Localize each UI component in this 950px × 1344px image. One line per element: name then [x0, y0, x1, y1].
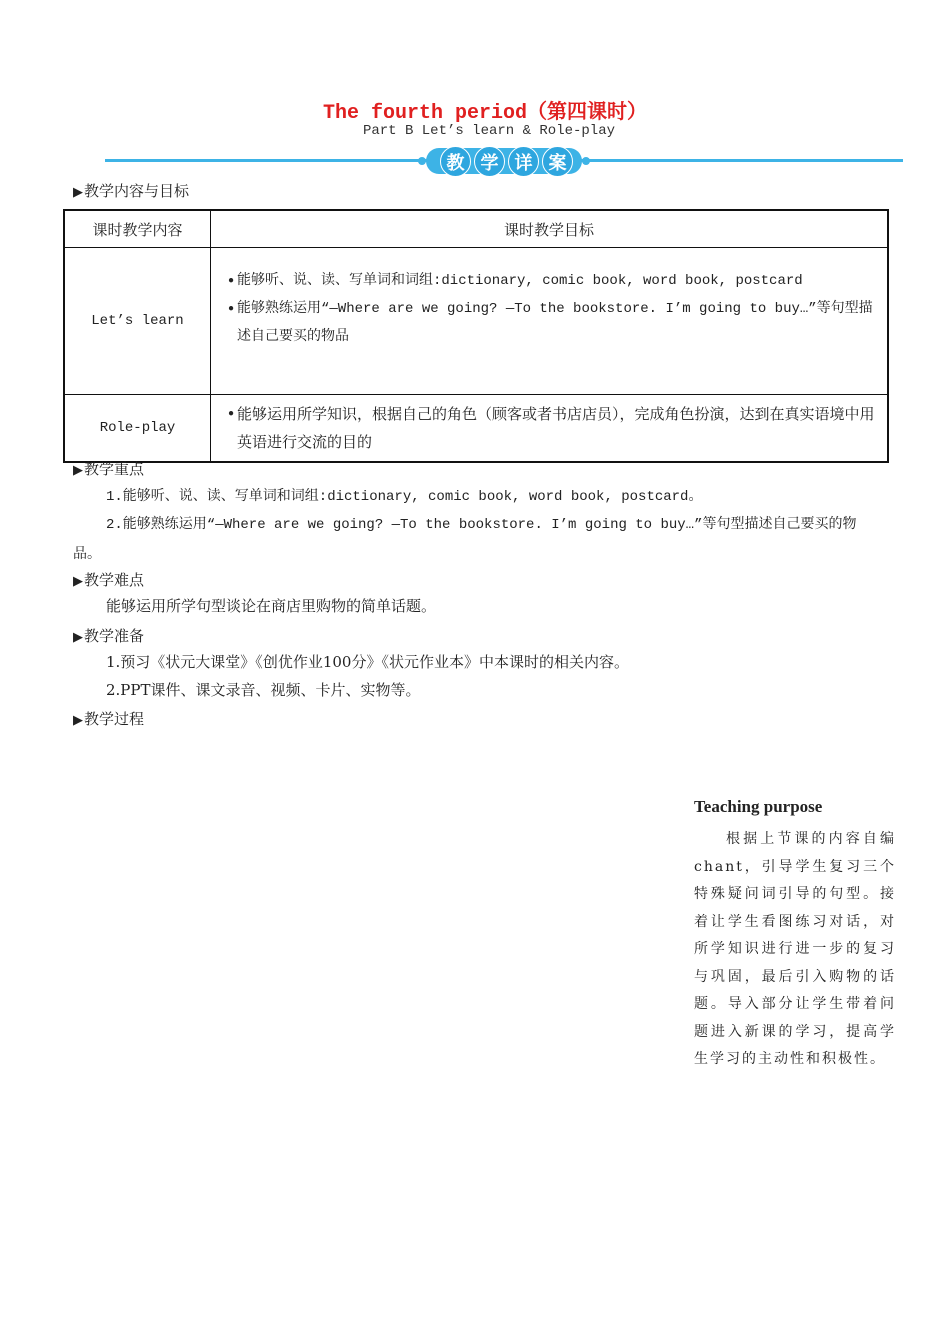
preparation-item-1: 1.预习《状元大课堂》《创优作业100分》《状元作业本》中本课时的相关内容。 [106, 653, 629, 671]
section-heading-key-points: ▶教学重点 [73, 460, 145, 478]
list-item: • 能够熟练运用“—Where are we going? —To the bookstore. I’m going to buy…”等句型描述自己要买的物品 [225, 295, 877, 351]
triangle-bullet-icon: ▶ [73, 463, 83, 478]
table-cell-content: Role-play [64, 395, 211, 463]
table-row [64, 248, 888, 395]
banner-char: 教 [440, 146, 471, 177]
table-cell-content: Let’s learn [64, 248, 211, 395]
preparation-item-2: 2.PPT课件、课文录音、视频、卡片、实物等。 [106, 681, 421, 699]
table-cell-goals [211, 395, 889, 463]
bullet-dot-icon: • [226, 272, 236, 290]
section-heading-content-goals: ▶教学内容与目标 [73, 182, 190, 200]
section-heading-preparation: ▶教学准备 [73, 627, 145, 645]
triangle-bullet-icon: ▶ [73, 185, 83, 200]
banner-dot-left [418, 157, 426, 165]
teaching-purpose-title: Teaching purpose [694, 797, 823, 816]
teaching-purpose-body: 根据上节课的内容自编chant，引导学生复习三个特殊疑问词引导的句型。接着让学生看图练习对话，对所学知识进行进一步的复习与巩固，最后引入购物的话题。导入部分让学生带着问题进入新课的学习，提高学生学习的主动性和积极性。 [694, 831, 896, 1067]
triangle-bullet-icon: ▶ [73, 630, 83, 645]
bullet-dot-icon: • [226, 300, 236, 318]
lesson-plan-banner [418, 146, 590, 176]
banner-char: 学 [474, 146, 505, 177]
list-item: • 能够运用所学知识，根据自己的角色（顾客或者书店店员），完成角色扮演，达到在真实语境中用英语进行交流的目的 [225, 400, 877, 456]
table-header-cell: 课时教学内容 [64, 210, 211, 248]
bullet-dot-icon: • [226, 405, 236, 423]
key-point-1: 1.能够听、说、读、写单词和词组:dictionary, comic book, word book, postcard。 [106, 489, 703, 505]
banner-char: 案 [542, 146, 573, 177]
list-item: • 能够听、说、读、写单词和词组:dictionary, comic book, word book, postcard [225, 267, 877, 295]
page-title: The fourth period（第四课时） [322, 102, 648, 125]
section-heading-difficulties: ▶教学难点 [73, 571, 145, 589]
key-point-2: 2.能够熟练运用“—Where are we going? —To the bookstore. I’m going to buy…”等句型描述自己要买的物品。 [73, 517, 857, 563]
banner-dot-right [582, 157, 590, 165]
section-heading-process: ▶教学过程 [73, 710, 145, 728]
page-subtitle: Part B Let’s learn & Role-play [362, 123, 616, 139]
banner-char: 详 [508, 146, 539, 177]
table-cell-goals [211, 248, 889, 395]
table-header-row [64, 210, 888, 248]
goals-table [63, 209, 889, 463]
difficulty-text: 能够运用所学句型谈论在商店里购物的简单话题。 [106, 597, 437, 615]
triangle-bullet-icon: ▶ [73, 713, 83, 728]
triangle-bullet-icon: ▶ [73, 574, 83, 589]
table-row [64, 395, 888, 463]
table-header-cell: 课时教学目标 [211, 210, 889, 248]
